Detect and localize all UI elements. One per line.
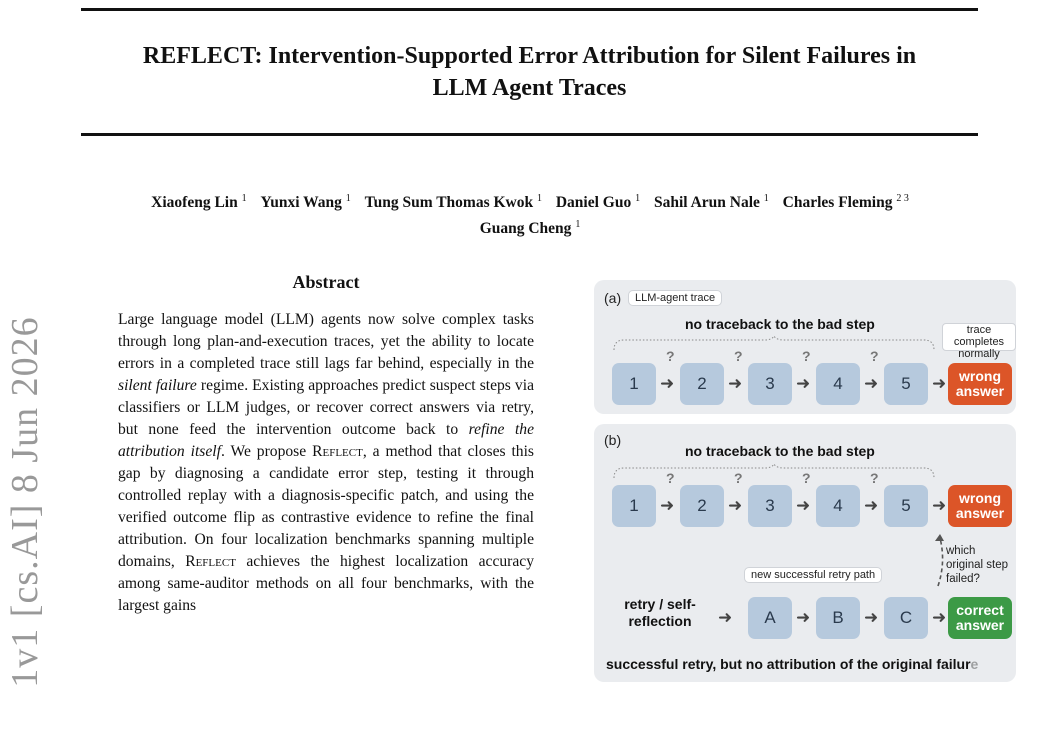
author: Charles Fleming $^{2 3}$ (782, 193, 909, 212)
arrow-icon: ➜ (796, 496, 811, 515)
question-mark: ? (734, 348, 743, 364)
author: Sahil Arun Nale $^1$ (653, 193, 769, 212)
panel-label: (b) (604, 432, 622, 448)
question-mark: ? (666, 470, 675, 486)
retry-step: B (816, 597, 860, 639)
notice-label: trace completes normally (942, 323, 1016, 351)
author: Daniel Guo $^1$ (555, 193, 641, 212)
arrow-icon: ➜ (932, 608, 947, 627)
arrow-icon: ➜ (718, 608, 733, 627)
trace-step: 2 (680, 363, 724, 405)
panel-headline: no traceback to the bad step (685, 316, 875, 332)
panel-tag: LLM-agent trace (628, 290, 722, 306)
trace-step: 4 (816, 485, 860, 527)
question-mark: ? (802, 348, 811, 364)
panel-caption: successful retry, but no attribution of the original failure (606, 656, 979, 672)
arrow-icon: ➜ (932, 496, 947, 515)
question-callout: which original step failed? (946, 545, 1009, 585)
title-line-2: LLM Agent Traces (432, 75, 627, 101)
arrow-icon: ➜ (728, 374, 743, 393)
author: Xiaofeng Lin $^1$ (151, 193, 247, 212)
wrong-answer-box: wrong answer (948, 485, 1012, 527)
author: Yunxi Wang $^1$ (260, 193, 351, 212)
arrow-icon: ➜ (932, 374, 947, 393)
arrow-icon: ➜ (660, 496, 675, 515)
trace-step: 2 (680, 485, 724, 527)
arrow-icon: ➜ (864, 496, 879, 515)
correct-answer-box: correct answer (948, 597, 1012, 639)
retry-step: C (884, 597, 928, 639)
wrong-answer-box: wrong answer (948, 363, 1012, 405)
author: Guang Cheng $^1$ (479, 219, 581, 238)
question-mark: ? (734, 470, 743, 486)
trace-step: 4 (816, 363, 860, 405)
bottom-rule (81, 133, 978, 136)
trace-step: 1 (612, 363, 656, 405)
arrow-icon: ➜ (864, 608, 879, 627)
question-mark: ? (870, 348, 879, 364)
question-mark: ? (802, 470, 811, 486)
author: Tung Sum Thomas Kwok $^1$ (364, 193, 542, 212)
method-name: Reflect (312, 443, 363, 460)
arxiv-watermark: 1v1 [cs.AI] 8 Jun 2026 (4, 316, 46, 688)
arrow-icon: ➜ (728, 496, 743, 515)
question-mark: ? (666, 348, 675, 364)
trace-step: 3 (748, 485, 792, 527)
retry-step: A (748, 597, 792, 639)
trace-step: 5 (884, 485, 928, 527)
paper-title (81, 40, 978, 104)
title-line-1: REFLECT: Intervention-Supported Error Attribution for Silent Failures in (142, 43, 917, 69)
abstract-heading: Abstract (292, 272, 360, 292)
arrow-icon: ➜ (864, 374, 879, 393)
arrow-icon: ➜ (660, 374, 675, 393)
retry-label: retry / self-reflection (624, 596, 696, 629)
author-list (60, 188, 1000, 240)
retry-tag: new successful retry path (744, 567, 882, 583)
method-name: Reflect (185, 553, 236, 570)
abstract-text: Large language model (LLM) agents now solve complex tasks through long plan-and-execution traces, yet the ability to locate errors in a completed trace still lags far behind, especially in the silent failure regime. Existing approaches predict suspect steps via classifiers or LLM judges, or recover correct answers via retry, but none feed the intervention outcome back to refine the attribution itself. We propose Reflect, a method that closes this gap by diagnosing a candidate error step, testing it through controlled replay with a diagnosis-specific patch, and using the verified outcome flip as contrastive evidence to refine the final attribution. On four localization benchmarks spanning multiple domains, Reflect achieves the highest localization accuracy among same-auditor methods on all four benchmarks, with the largest gains (118, 311, 534, 614)
brace-icon (612, 464, 937, 480)
figure-panel-b (594, 424, 1016, 682)
trace-step: 1 (612, 485, 656, 527)
trace-step: 3 (748, 363, 792, 405)
panel-headline: no traceback to the bad step (685, 443, 875, 459)
panel-label: (a) (604, 290, 622, 306)
arrow-icon: ➜ (796, 374, 811, 393)
arrow-icon: ➜ (796, 608, 811, 627)
brace-icon (612, 336, 937, 352)
top-rule (81, 8, 978, 11)
trace-step: 5 (884, 363, 928, 405)
figure-panel-a (594, 280, 1016, 414)
question-mark: ? (870, 470, 879, 486)
